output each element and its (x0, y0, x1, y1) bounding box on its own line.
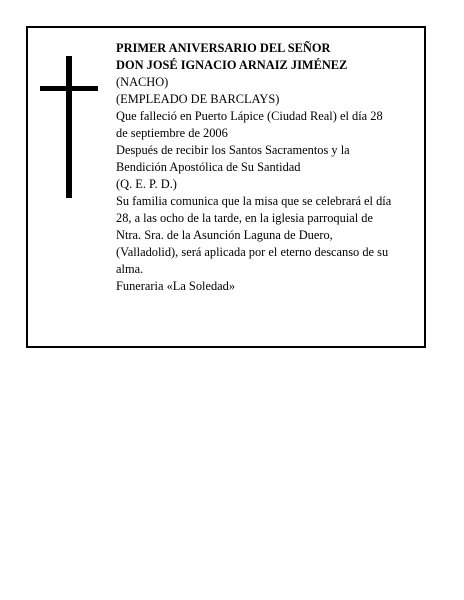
rip-text: (Q. E. P. D.) (116, 177, 177, 191)
sacraments-line-2: Bendición Apostólica de Su Santidad (116, 160, 301, 174)
death-info-line-1: Que falleció en Puerto Lápice (Ciudad Real) el día 28 (116, 109, 383, 123)
nickname: (NACHO) (116, 75, 169, 89)
cross-icon (40, 56, 98, 198)
mass-info-line-3: Ntra. Sra. de la Asunción Laguna de Duero, (116, 228, 333, 242)
obituary-notice (26, 26, 426, 348)
mass-info-line-4: (Valladolid), será aplicada por el eterno descanso de su (116, 245, 389, 259)
occupation: (EMPLEADO DE BARCLAYS) (116, 92, 280, 106)
notice-text (116, 40, 422, 295)
cross-vertical-bar (66, 56, 72, 198)
cross-horizontal-bar (40, 86, 98, 91)
heading-line-1: PRIMER ANIVERSARIO DEL SEÑOR (116, 41, 331, 55)
mass-info-line-1: Su familia comunica que la misa que se celebrará el día (116, 194, 392, 208)
heading-line-2: DON JOSÉ IGNACIO ARNAIZ JIMÉNEZ (116, 58, 348, 72)
death-info-line-2: de septiembre de 2006 (116, 126, 228, 140)
sacraments-line-1: Después de recibir los Santos Sacramentos y la (116, 143, 350, 157)
funeral-home: Funeraria «La Soledad» (116, 279, 236, 293)
mass-info-line-5: alma. (116, 262, 144, 276)
mass-info-line-2: 28, a las ocho de la tarde, en la iglesia parroquial de (116, 211, 374, 225)
